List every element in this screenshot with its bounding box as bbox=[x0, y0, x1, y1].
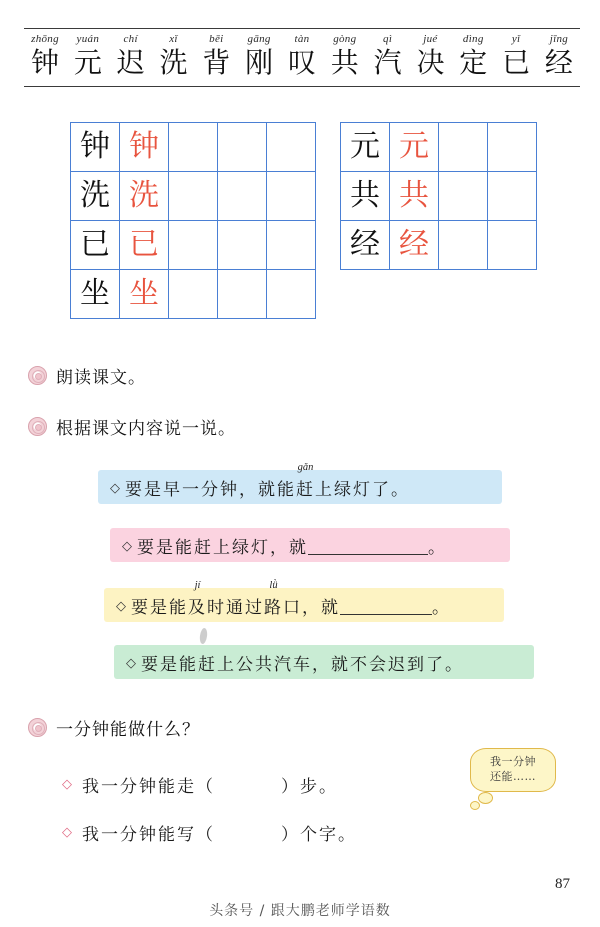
table-row bbox=[71, 221, 316, 270]
sentence-after: 。 bbox=[428, 537, 447, 558]
grid-character-black: 经 bbox=[350, 227, 380, 262]
vocabulary-item bbox=[67, 33, 109, 80]
sentence-text: 要是能赶上公共汽车，就不会迟到了。 bbox=[141, 654, 464, 675]
diamond-marker: ◇ bbox=[62, 777, 74, 792]
grid-cell-empty[interactable] bbox=[169, 172, 218, 221]
grid-cell-empty[interactable] bbox=[218, 221, 267, 270]
sentence-bar-1 bbox=[98, 461, 502, 504]
sentence-text bbox=[125, 461, 410, 500]
grid-character-red: 坐 bbox=[129, 276, 159, 311]
vocabulary-item bbox=[238, 33, 280, 80]
grid-cell-model bbox=[341, 172, 390, 221]
diamond-marker: ◇ bbox=[62, 825, 74, 840]
vocabulary-character: 决 bbox=[416, 46, 445, 79]
grid-cell-trace bbox=[120, 123, 169, 172]
vocabulary-item bbox=[495, 33, 537, 80]
grid-cell-trace bbox=[390, 123, 439, 172]
fill-in-blank[interactable] bbox=[308, 539, 428, 555]
ruby-pinyin: jí bbox=[194, 579, 201, 591]
sentence-before: 要是早一分钟，就能 bbox=[125, 479, 296, 500]
grid-cell-empty[interactable] bbox=[218, 123, 267, 172]
grid-cell-empty[interactable] bbox=[488, 172, 537, 221]
grid-cell-trace bbox=[120, 270, 169, 319]
speech-bubble bbox=[470, 748, 556, 792]
sentence-text bbox=[137, 533, 447, 558]
vocabulary-character: 叹 bbox=[287, 46, 316, 79]
vocabulary-pinyin: dìng bbox=[462, 33, 484, 45]
grid-cell-empty[interactable] bbox=[218, 270, 267, 319]
sentence-tail: 。 bbox=[432, 597, 451, 618]
section-read-aloud bbox=[28, 363, 146, 388]
question-line-walk bbox=[62, 772, 338, 797]
grid-character-red: 共 bbox=[399, 178, 429, 213]
grid-character-red: 钟 bbox=[129, 129, 159, 164]
vocabulary-character: 洗 bbox=[159, 46, 188, 79]
flower-icon bbox=[28, 366, 47, 385]
ruby-base: 路 bbox=[264, 597, 283, 618]
section-label: 朗读课文。 bbox=[56, 368, 146, 388]
grid-cell-empty[interactable] bbox=[169, 123, 218, 172]
grid-cell-trace bbox=[390, 221, 439, 270]
question-text-after: ）个字。 bbox=[281, 825, 357, 845]
section-label: 根据课文内容说一说。 bbox=[56, 419, 236, 439]
grid-cell-empty[interactable] bbox=[267, 221, 316, 270]
grid-cell-empty[interactable] bbox=[218, 172, 267, 221]
vocabulary-character: 已 bbox=[502, 46, 531, 79]
grid-cell-empty[interactable] bbox=[169, 270, 218, 319]
speech-bubble-tail-large bbox=[478, 792, 493, 804]
grid-character-red: 元 bbox=[399, 129, 429, 164]
vocabulary-character: 定 bbox=[459, 46, 488, 79]
vocabulary-item bbox=[24, 33, 66, 80]
sentence-bar-2 bbox=[110, 528, 510, 562]
grid-character-black: 洗 bbox=[80, 178, 110, 213]
grid-cell-trace bbox=[120, 221, 169, 270]
vocabulary-strip bbox=[24, 28, 580, 87]
footer-credit: 头条号 / 跟大鹏老师学语数 bbox=[209, 903, 391, 919]
fill-in-blank[interactable] bbox=[340, 599, 432, 615]
vocabulary-character: 经 bbox=[544, 46, 573, 79]
grid-cell-empty[interactable] bbox=[267, 172, 316, 221]
grid-cell-empty[interactable] bbox=[488, 123, 537, 172]
vocabulary-character: 元 bbox=[73, 46, 102, 79]
section-label: 一分钟能做什么？ bbox=[56, 720, 200, 740]
tianzi-table bbox=[340, 122, 537, 270]
vocabulary-item bbox=[110, 33, 152, 80]
vocabulary-pinyin: gòng bbox=[333, 33, 357, 45]
grid-cell-model bbox=[71, 172, 120, 221]
grid-cell-empty[interactable] bbox=[488, 221, 537, 270]
diamond-marker: ◇ bbox=[122, 537, 132, 553]
question-text-after: ）步。 bbox=[281, 777, 338, 797]
vocabulary-item bbox=[195, 33, 237, 80]
ruby-base: 及 bbox=[188, 597, 207, 618]
vocabulary-pinyin: gāng bbox=[247, 33, 271, 45]
flower-icon bbox=[28, 718, 47, 737]
vocabulary-character: 共 bbox=[330, 46, 359, 79]
ruby-pinyin: lǜ bbox=[269, 579, 278, 591]
diamond-marker: ◇ bbox=[110, 479, 120, 495]
diamond-marker: ◇ bbox=[116, 597, 126, 613]
ruby-annotated-char bbox=[264, 579, 283, 618]
vocabulary-pinyin: jīng bbox=[549, 33, 569, 45]
sentence-after: 上绿灯了。 bbox=[315, 479, 410, 500]
table-row bbox=[71, 172, 316, 221]
vocabulary-item bbox=[324, 33, 366, 80]
question-line-write bbox=[62, 820, 357, 845]
grid-cell-empty[interactable] bbox=[439, 123, 488, 172]
vocabulary-pinyin: jué bbox=[423, 33, 438, 45]
vocabulary-character: 刚 bbox=[245, 46, 274, 79]
grid-character-red: 已 bbox=[129, 227, 159, 262]
grid-cell-trace bbox=[120, 172, 169, 221]
table-row bbox=[341, 221, 537, 270]
vocabulary-item bbox=[152, 33, 194, 80]
vocabulary-item bbox=[452, 33, 494, 80]
vocabulary-item bbox=[281, 33, 323, 80]
grid-cell-empty[interactable] bbox=[169, 221, 218, 270]
table-row bbox=[71, 270, 316, 319]
vocabulary-character: 背 bbox=[202, 46, 231, 79]
grid-cell-model bbox=[71, 221, 120, 270]
vocabulary-row bbox=[24, 33, 580, 80]
question-text-before: 我一分钟能写（ bbox=[82, 825, 215, 845]
section-discuss bbox=[28, 414, 236, 439]
diamond-marker: ◇ bbox=[126, 654, 136, 670]
vocabulary-item bbox=[367, 33, 409, 80]
vocabulary-pinyin: xǐ bbox=[169, 33, 178, 45]
vocabulary-pinyin: yuán bbox=[76, 33, 100, 45]
vocabulary-item bbox=[538, 33, 580, 80]
ruby-pinyin: gǎn bbox=[297, 461, 314, 473]
sentence-before: 要是能赶上绿灯，就 bbox=[137, 537, 308, 558]
grid-character-red: 经 bbox=[399, 227, 429, 262]
grid-character-black: 坐 bbox=[80, 276, 110, 311]
vocabulary-pinyin: chí bbox=[123, 33, 138, 45]
vocabulary-character: 汽 bbox=[373, 46, 402, 79]
ruby-annotated-char bbox=[296, 461, 315, 500]
grid-cell-empty[interactable] bbox=[439, 172, 488, 221]
speech-bubble-tail-small bbox=[470, 801, 480, 810]
grid-cell-model bbox=[71, 270, 120, 319]
table-row bbox=[341, 123, 537, 172]
vocabulary-character: 钟 bbox=[30, 46, 59, 79]
table-row bbox=[341, 172, 537, 221]
grid-character-red: 洗 bbox=[129, 178, 159, 213]
paper-smudge bbox=[199, 628, 208, 645]
grid-cell-model bbox=[341, 123, 390, 172]
grid-character-black: 钟 bbox=[80, 129, 110, 164]
grid-character-black: 元 bbox=[350, 129, 380, 164]
vocabulary-character: 迟 bbox=[116, 46, 145, 79]
practice-grid-left bbox=[70, 122, 316, 319]
grid-cell-empty[interactable] bbox=[267, 123, 316, 172]
grid-character-black: 共 bbox=[350, 178, 380, 213]
vocabulary-pinyin: zhōng bbox=[31, 33, 59, 45]
practice-grid-right bbox=[340, 122, 537, 270]
grid-cell-empty[interactable] bbox=[267, 270, 316, 319]
vocabulary-pinyin: qì bbox=[383, 33, 393, 45]
tianzi-table bbox=[70, 122, 316, 319]
ruby-base: 赶 bbox=[296, 479, 315, 500]
vocabulary-item bbox=[409, 33, 451, 80]
sentence-mid: 时通过 bbox=[207, 597, 264, 618]
grid-character-black: 已 bbox=[80, 227, 110, 262]
vocabulary-pinyin: tàn bbox=[294, 33, 310, 45]
sentence-bar-4 bbox=[114, 645, 534, 679]
page-number: 87 bbox=[555, 876, 570, 892]
table-row bbox=[71, 123, 316, 172]
sentence-before: 要是能 bbox=[131, 597, 188, 618]
vocabulary-pinyin: yǐ bbox=[511, 33, 521, 45]
ruby-annotated-char bbox=[188, 579, 207, 618]
grid-cell-model bbox=[71, 123, 120, 172]
flower-icon bbox=[28, 417, 47, 436]
sentence-bar-3 bbox=[104, 579, 504, 622]
sentence-after: 口，就 bbox=[283, 597, 340, 618]
vocabulary-pinyin: bēi bbox=[209, 33, 224, 45]
grid-cell-model bbox=[341, 221, 390, 270]
grid-cell-empty[interactable] bbox=[439, 221, 488, 270]
sentence-text bbox=[131, 579, 451, 618]
bubble-line-2: 还能…… bbox=[490, 770, 536, 783]
grid-cell-trace bbox=[390, 172, 439, 221]
bubble-line-1: 我一分钟 bbox=[490, 755, 536, 768]
question-text-before: 我一分钟能走（ bbox=[82, 777, 215, 797]
section-what-can-you-do bbox=[28, 715, 200, 740]
